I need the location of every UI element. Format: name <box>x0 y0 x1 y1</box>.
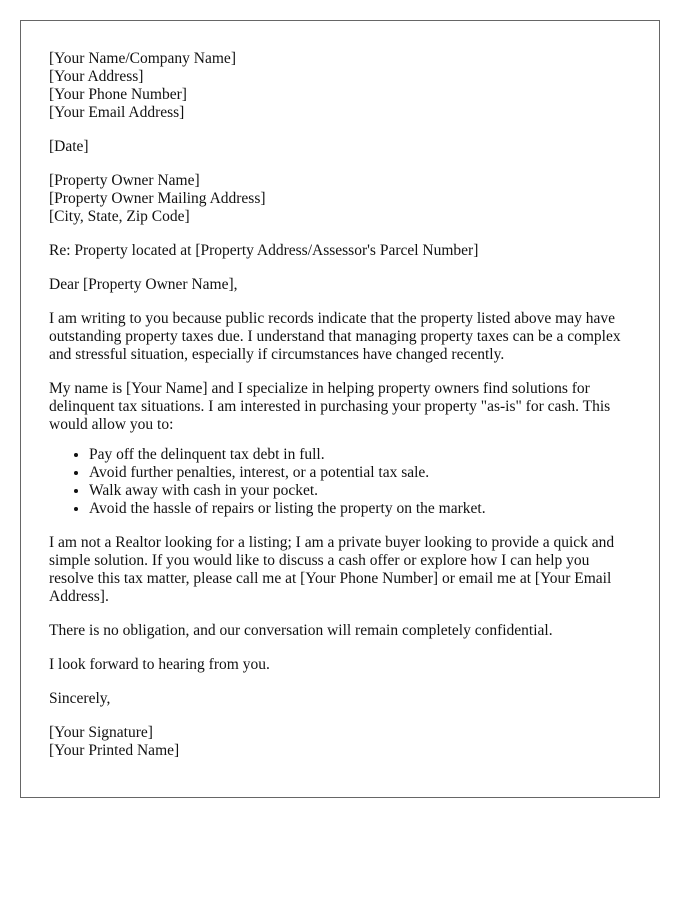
letter-page <box>20 20 660 798</box>
list-item: • Avoid further penalties, interest, or a potential tax sale. <box>89 464 631 482</box>
printed-name: [Your Printed Name] <box>49 742 180 759</box>
offer-paragraph: My name is [Your Name] and I specialize in helping property owners find solutions for delinquent tax situations. I am interested in purchasing your property "as-is" for cash. This would allow you to: <box>49 380 611 433</box>
date-block <box>49 138 631 156</box>
signature-block <box>49 724 631 760</box>
sender-name: [Your Name/Company Name] <box>49 50 236 67</box>
list-item: • Pay off the delinquent tax debt in full. <box>89 446 631 464</box>
list-item: • Avoid the hassle of repairs or listing the property on the market. <box>89 500 631 518</box>
closing-paragraph: I look forward to hearing from you. <box>49 656 270 673</box>
recipient-block <box>49 172 631 226</box>
recipient-name: [Property Owner Name] <box>49 172 200 189</box>
sender-email: [Your Email Address] <box>49 104 185 121</box>
letter-date: [Date] <box>49 138 89 155</box>
sender-address: [Your Address] <box>49 68 144 85</box>
intro-paragraph: I am writing to you because public records indicate that the property listed above may have outstanding property taxes due. I understand that managing property taxes can be a complex and stressful situation, especially if circumstances have changed recently. <box>49 310 621 363</box>
obligation-paragraph: There is no obligation, and our conversation will remain completely confidential. <box>49 622 553 639</box>
benefits-list <box>49 446 631 518</box>
signature-placeholder: [Your Signature] <box>49 724 153 741</box>
recipient-mailing-address: [Property Owner Mailing Address] <box>49 190 266 207</box>
salutation: Dear [Property Owner Name], <box>49 276 238 293</box>
recipient-city-state-zip: [City, State, Zip Code] <box>49 208 190 225</box>
buyer-paragraph: I am not a Realtor looking for a listing; I am a private buyer looking to provide a quick and simple solution. If you would like to discuss a cash offer or explore how I can help you resolve this tax matter, please call me at [Your Phone Number] or email me at [Your Email Address]. <box>49 534 615 605</box>
subject-line: Re: Property located at [Property Address/Assessor's Parcel Number] <box>49 242 479 259</box>
list-item: • Walk away with cash in your pocket. <box>89 482 631 500</box>
sign-off: Sincerely, <box>49 690 111 707</box>
sender-phone: [Your Phone Number] <box>49 86 187 103</box>
sender-block <box>49 50 631 122</box>
